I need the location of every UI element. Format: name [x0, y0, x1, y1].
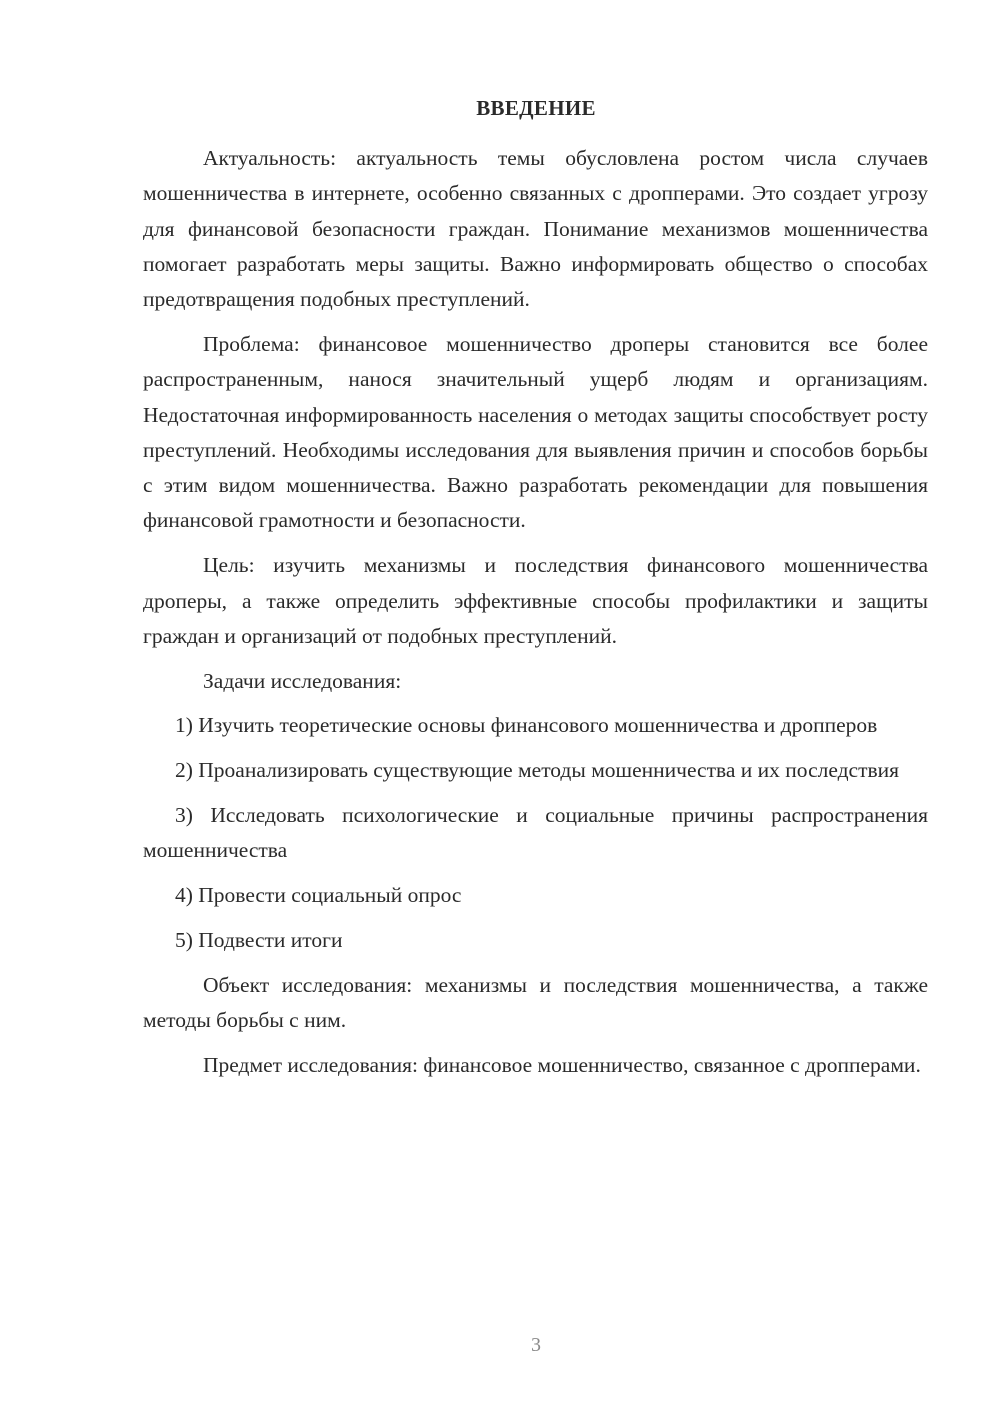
paragraph-goal: Цель: изучить механизмы и последствия финансового мошенничества дроперы, а также определить эффективные способы профилактики и защиты граждан и организаций от подобных преступлений.: [143, 553, 928, 648]
document-body: [143, 141, 928, 1093]
paragraph-subject: Предмет исследования: финансовое мошенничество, связанное с дропперами.: [203, 1052, 921, 1077]
paragraph-problem: Проблема: финансовое мошенничество дроперы становится все более распространенным, нанося значительный ущерб людям и организациям. Недостаточная информированность населения о методах защиты способствует росту преступлений. Необходимы исследования для выявления причин и способов борьбы с этим видом мошенничества. Важно разработать рекомендации для повышения финансовой грамотности и безопасности.: [143, 331, 928, 533]
task-item-2: 2) Проанализировать существующие методы мошенничества и их последствия: [175, 758, 900, 783]
task-item-1: 1) Изучить теоретические основы финансового мошенничества и дропперов: [175, 713, 878, 738]
paragraph-tasks-heading: Задачи исследования:: [203, 668, 402, 693]
task-item-3: 3) Исследовать психологические и социальные причины распространения мошенничества: [143, 803, 928, 863]
task-item-5: 5) Подвести итоги: [175, 927, 343, 952]
page-number: 3: [531, 1334, 541, 1356]
paragraph-object: Объект исследования: механизмы и последствия мошенничества, а также методы борьбы с ним.: [143, 972, 928, 1033]
page-title: ВВЕДЕНИЕ: [476, 96, 596, 120]
task-item-4: 4) Провести социальный опрос: [175, 883, 462, 908]
paragraph-relevance: Актуальность: актуальность темы обусловлена ростом числа случаев мошенничества в интернете, особенно связанных с дропперами. Это создает угрозу для финансовой безопасности граждан. Понимание механизмов мошенничества помогает разработать меры защиты. Важно информировать общество о способах предотвращения подобных преступлений.: [143, 146, 928, 312]
